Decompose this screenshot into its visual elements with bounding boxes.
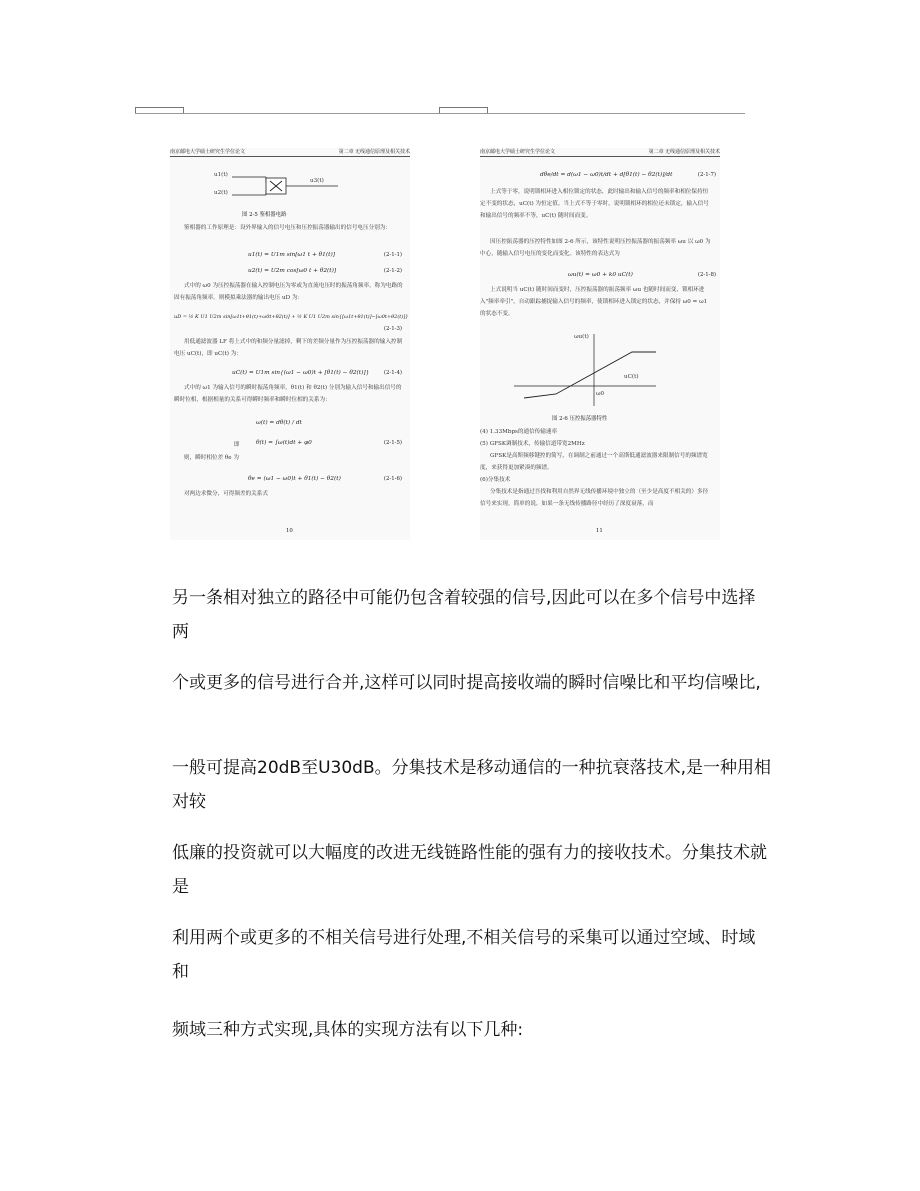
equation-number: (2-1-6) <box>383 476 402 482</box>
left-scanned-page <box>170 148 410 540</box>
list-item: (5) GFSK调制技术，传输信道带宽2MHz <box>480 441 585 447</box>
right-scanned-page <box>480 148 720 540</box>
left-page-marker <box>135 107 184 113</box>
page-top-rule <box>135 113 745 114</box>
paragraph: 上式等于零，说明锁相环进入相位锁定的状态，此时输出和输入信号的频率和相位保持恒定不变的状态，uC(t) 为恒定值。当上式不等于零时，说明锁相环的相位还未锁定，输入信号和输出信号的频率不等，uC(t) 随时间而变。 <box>480 189 709 219</box>
paragraph: 则，瞬时相位差 θe 为 <box>184 455 239 461</box>
input-u2-label: u2(t) <box>214 190 228 196</box>
left-header-rule <box>170 156 410 157</box>
body-text-line: 利用两个或更多的不相关信号进行处理,不相关信号的采集可以通过空域、时域和 <box>172 928 756 982</box>
paragraph: 式中的 ω1 为输入信号的瞬时振荡角频率，θ1(t) 和 θ2(t) 分别为输入信号和输出信号的瞬时位相，根据相量的关系可得瞬时频率和瞬时位相的关系为： <box>174 385 402 403</box>
equation: θe = (ω1 − ω0)t + θ1(t) − θ2(t) <box>248 476 341 482</box>
output-u3-label: u3(t) <box>310 178 324 184</box>
paragraph: 式中的 ω0 为压控振荡器在输入控制电压为零或为直流电压时的振荡角频率，称为电路的固有振荡角频率。则模拟乘法器的输出电压 uD 为： <box>174 283 403 301</box>
paragraph: 用低通滤波器 LF 将上式中的和频分量滤掉，剩下的差频分量作为压控振荡器的输入控制电压 uC(t)，即 uC(t) 为： <box>174 339 403 357</box>
graph-caption: 图 2-6 压控振荡器特性 <box>552 416 608 422</box>
list-item: GFSK是高斯频移键控的简写，在调制之前通过一个高斯低通滤波器来限制信号的频谱宽度，来获得更加紧凑的频谱。 <box>480 453 708 471</box>
right-page-marker <box>439 107 488 113</box>
equation-prefix: 即 <box>234 442 240 448</box>
equation-number: (2-1-7) <box>697 172 716 178</box>
page-number: 11 <box>596 528 603 534</box>
paragraph: 上式说明当 uC(t) 随时间而变时，压控振荡器的振荡频率 ωu 也随时间而变，锁相环进入"频率牵引"，自动跟踪捕捉输入信号的频率，使锁相环进入锁定的状态，并保持 ω0 = ω1 的状态不变。 <box>480 287 708 317</box>
left-header-right: 第二章 无线通信原理及相关技术 <box>338 149 410 155</box>
equation-number: (2-1-1) <box>383 252 402 258</box>
paragraph: 因压控振荡器的压控特性如图 2-6 所示，该特性说明压控振荡器的振荡频率 ωu 以 ω0 为中心，随输入信号电压的变化而变化。该特性的表达式为 <box>480 239 711 257</box>
body-text-line: 一般可提高20dB至U30dB。分集技术是移动通信的一种抗衰落技术,是一种用相对较 <box>172 758 772 812</box>
body-text-line: 低廉的投资就可以大幅度的改进无线链路性能的强有力的接收技术。分集技术就是 <box>172 843 767 897</box>
phase-detector-diagram <box>210 168 350 206</box>
body-text-line: 另一条相对独立的路径中可能仍包含着较强的信号,因此可以在多个信号中选择两 <box>172 588 756 642</box>
equation: u2(t) = U2m cos[ω0 t + θ2(t)] <box>248 268 337 274</box>
graph-origin-label: ω0 <box>596 391 605 397</box>
body-text-line: 频域三种方式实现,具体的实现方法有以下几种: <box>172 1020 524 1040</box>
equation: uC(t) = U1m sin{(ω1 − ω0)t + [θ1(t) − θ2(t)]} <box>232 370 370 376</box>
equation: θ(t) = ∫ω(t)dt + φ0 <box>256 440 312 446</box>
equation-number: (2-1-8) <box>697 272 716 278</box>
equation-number: (2-1-4) <box>383 370 402 376</box>
graph-x-label: uC(t) <box>624 374 639 380</box>
equation-number: (2-1-5) <box>383 440 402 446</box>
left-header-left: 南京邮电大学硕士研究生学位论文 <box>170 149 246 155</box>
paragraph: 对两边求微分，可得频差的关系式 <box>184 491 268 497</box>
right-header-left: 南京邮电大学硕士研究生学位论文 <box>480 149 556 155</box>
equation: ωu(t) = ω0 + k0 uC(t) <box>568 272 633 278</box>
paragraph: 鉴相器的工作原理是：设外界输入的信号电压和压控振荡器输出的信号电压分别为： <box>184 225 391 231</box>
list-item: 分集技术是指通过吾找和利用自然界无线传播环境中独立的（至少是高度不相关的）多径信号来实现。简单的说，如果一条无线传播路径中经历了深度衰落，而 <box>480 489 709 507</box>
equation: dθe/dt = d(ω1 − ω0)t/dt + d[θ1(t) − θ2(t)]/dt <box>540 172 673 178</box>
page-number: 10 <box>286 528 293 534</box>
equation: uD = ½ K U1 U2m sin[ω1t+θ1(t)+ω0t+θ2(t)] + ½ K U1 U2m sin{[ω1t+θ1(t)]−[ω0t+θ2(t)]} <box>174 314 409 320</box>
figure-caption: 图 2-5 鉴相器电路 <box>242 212 287 218</box>
graph-y-label: ωu(t) <box>574 334 589 340</box>
equation: u1(t) = U1m sin[ω1 t + θ1(t)] <box>248 252 335 258</box>
equation-number: (2-1-3) <box>383 326 402 332</box>
right-header-rule <box>480 156 720 157</box>
right-header-right: 第二章 无线通信原理及相关技术 <box>648 149 720 155</box>
list-item: (4) 1.33Mbps的通信传输速率 <box>480 429 558 435</box>
body-text-line: 个或更多的信号进行合并,这样可以同时提高接收端的瞬时信噪比和平均信噪比, <box>172 673 761 693</box>
equation: ω(t) = dθ(t) / dt <box>256 420 302 426</box>
equation-number: (2-1-2) <box>383 268 402 274</box>
input-u1-label: u1(t) <box>214 172 228 178</box>
list-item: (6)分集技术 <box>480 477 511 483</box>
